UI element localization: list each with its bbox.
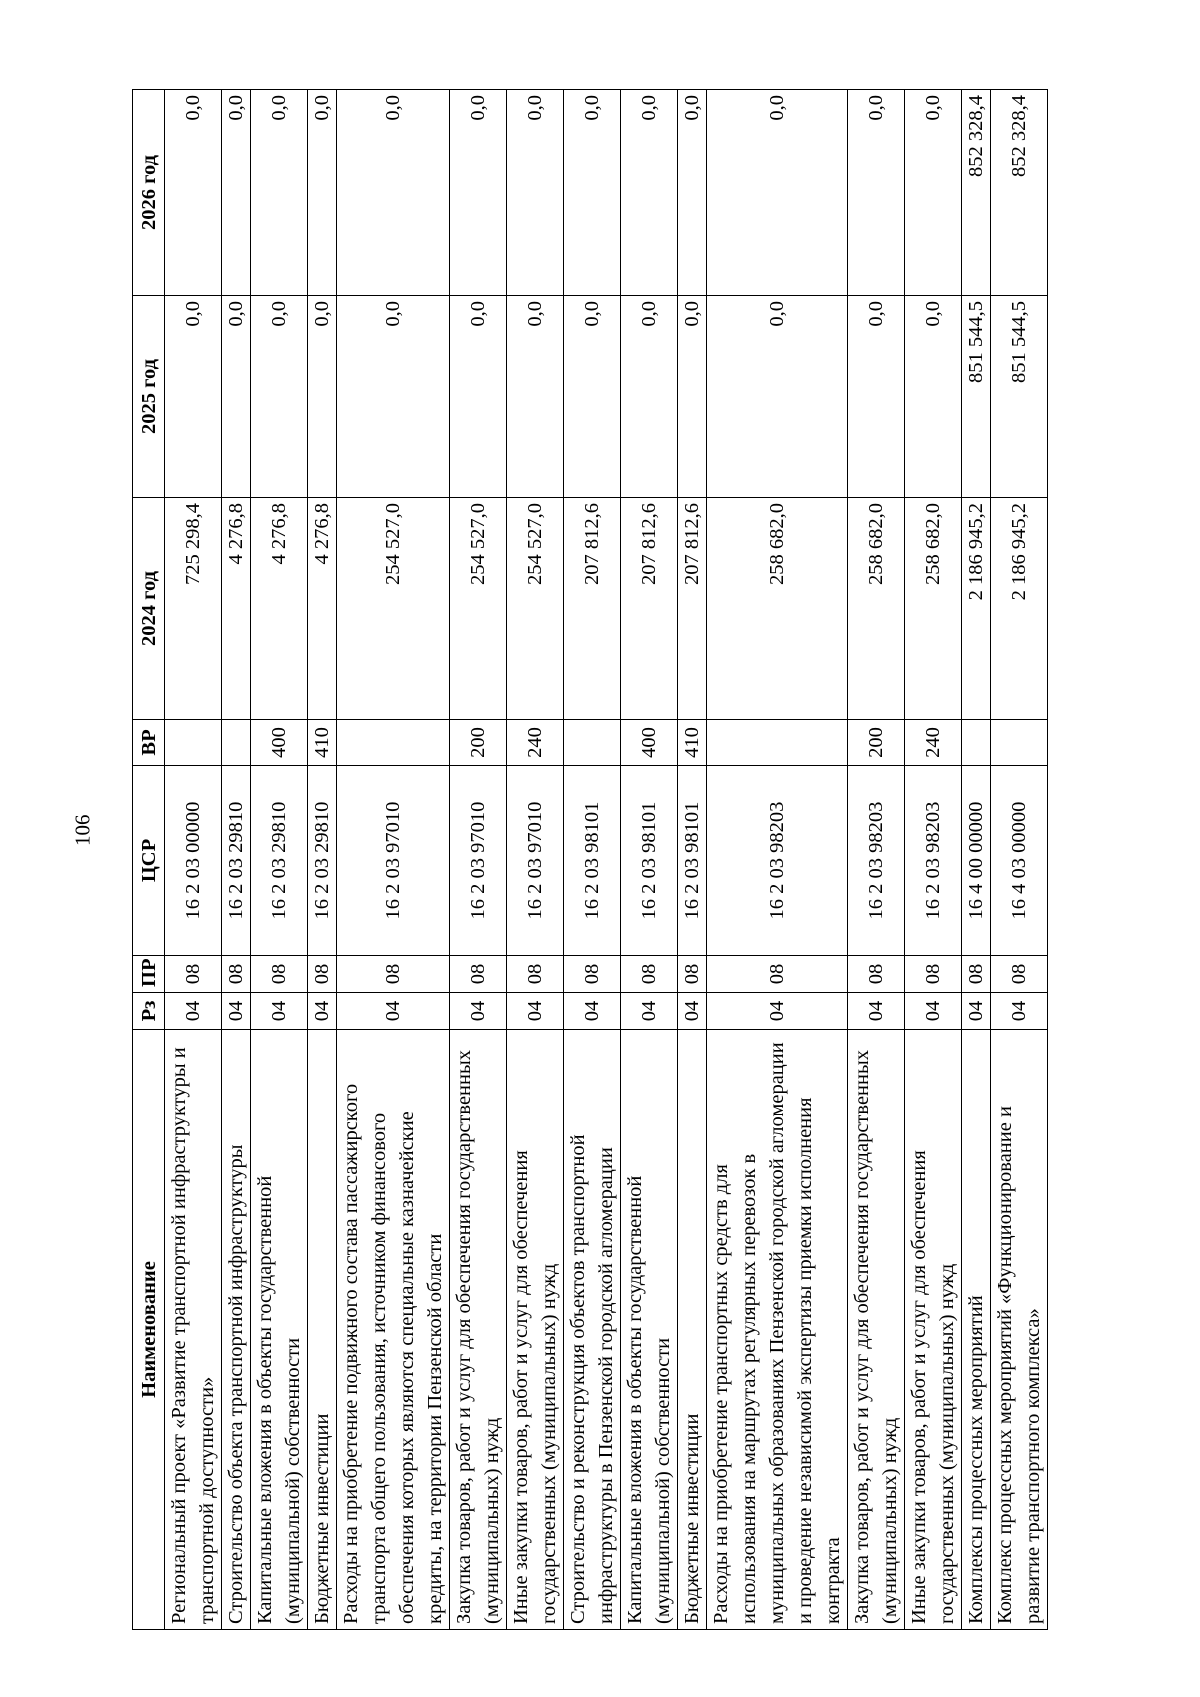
cell-2026: 0,0 bbox=[222, 90, 251, 296]
cell-name: Расходы на приобретение транспортных средств для использования на маршрутах регулярных перевозок в муниципальных образованиях Пензенской городской агломерации и проведение независимой экспертизы приемки исполнения контракта bbox=[707, 1030, 848, 1630]
cell-2025: 0,0 bbox=[450, 296, 507, 498]
cell-csr: 16 4 03 00000 bbox=[991, 766, 1048, 956]
cell-csr: 16 2 03 98101 bbox=[621, 766, 678, 956]
cell-vr bbox=[165, 720, 222, 766]
cell-pr: 08 bbox=[251, 956, 308, 993]
cell-2025: 0,0 bbox=[707, 296, 848, 498]
cell-2025: 0,0 bbox=[165, 296, 222, 498]
cell-2026: 0,0 bbox=[905, 90, 962, 296]
cell-2026: 0,0 bbox=[564, 90, 621, 296]
cell-vr: 240 bbox=[507, 720, 564, 766]
cell-rz: 04 bbox=[707, 993, 848, 1030]
cell-2024: 4 276,8 bbox=[308, 498, 337, 720]
cell-name: Закупка товаров, работ и услуг для обеспечения государственных (муниципальных) нужд bbox=[848, 1030, 905, 1630]
cell-2024: 254 527,0 bbox=[450, 498, 507, 720]
cell-pr: 08 bbox=[621, 956, 678, 993]
cell-csr: 16 2 03 29810 bbox=[222, 766, 251, 956]
cell-2024: 207 812,6 bbox=[621, 498, 678, 720]
table-row bbox=[905, 90, 962, 1630]
cell-name: Бюджетные инвестиции bbox=[308, 1030, 337, 1630]
budget-table bbox=[132, 89, 1048, 1630]
cell-csr: 16 4 00 00000 bbox=[962, 766, 991, 956]
cell-name: Строительство объекта транспортной инфраструктуры bbox=[222, 1030, 251, 1630]
table-header-row bbox=[133, 90, 165, 1630]
cell-vr: 410 bbox=[678, 720, 707, 766]
table-row bbox=[991, 90, 1048, 1630]
cell-vr: 200 bbox=[450, 720, 507, 766]
table-row bbox=[450, 90, 507, 1630]
cell-rz: 04 bbox=[450, 993, 507, 1030]
table-row bbox=[251, 90, 308, 1630]
cell-2024: 2 186 945,2 bbox=[962, 498, 991, 720]
cell-name: Региональный проект «Развитие транспортной инфраструктуры и транспортной доступности» bbox=[165, 1030, 222, 1630]
cell-name: Капитальные вложения в объекты государственной (муниципальной) собственности bbox=[251, 1030, 308, 1630]
cell-pr: 08 bbox=[991, 956, 1048, 993]
cell-vr: 200 bbox=[848, 720, 905, 766]
cell-rz: 04 bbox=[251, 993, 308, 1030]
cell-2024: 258 682,0 bbox=[707, 498, 848, 720]
table-row bbox=[848, 90, 905, 1630]
cell-2026: 0,0 bbox=[165, 90, 222, 296]
cell-pr: 08 bbox=[905, 956, 962, 993]
cell-2025: 0,0 bbox=[848, 296, 905, 498]
cell-2026: 0,0 bbox=[848, 90, 905, 296]
header-csr: ЦСР bbox=[133, 766, 165, 956]
cell-vr bbox=[707, 720, 848, 766]
cell-vr: 410 bbox=[308, 720, 337, 766]
cell-rz: 04 bbox=[678, 993, 707, 1030]
header-2026: 2026 год bbox=[133, 90, 165, 296]
header-2024: 2024 год bbox=[133, 498, 165, 720]
budget-table-rotated bbox=[132, 90, 1042, 1630]
cell-2025: 0,0 bbox=[308, 296, 337, 498]
cell-2024: 254 527,0 bbox=[337, 498, 450, 720]
header-rz: Рз bbox=[133, 993, 165, 1030]
cell-2026: 0,0 bbox=[450, 90, 507, 296]
cell-rz: 04 bbox=[991, 993, 1048, 1030]
header-2025: 2025 год bbox=[133, 296, 165, 498]
cell-pr: 08 bbox=[222, 956, 251, 993]
cell-2025: 0,0 bbox=[564, 296, 621, 498]
header-vr: ВР bbox=[133, 720, 165, 766]
cell-2025: 851 544,5 bbox=[962, 296, 991, 498]
cell-2024: 4 276,8 bbox=[222, 498, 251, 720]
cell-pr: 08 bbox=[308, 956, 337, 993]
cell-vr bbox=[962, 720, 991, 766]
cell-rz: 04 bbox=[507, 993, 564, 1030]
cell-vr: 400 bbox=[251, 720, 308, 766]
cell-2024: 2 186 945,2 bbox=[991, 498, 1048, 720]
cell-2025: 0,0 bbox=[621, 296, 678, 498]
cell-name: Закупка товаров, работ и услуг для обеспечения государственных (муниципальных) нужд bbox=[450, 1030, 507, 1630]
cell-rz: 04 bbox=[165, 993, 222, 1030]
cell-vr bbox=[222, 720, 251, 766]
page-number: 106 bbox=[70, 814, 95, 846]
cell-rz: 04 bbox=[337, 993, 450, 1030]
cell-2024: 258 682,0 bbox=[848, 498, 905, 720]
cell-2024: 725 298,4 bbox=[165, 498, 222, 720]
cell-pr: 08 bbox=[337, 956, 450, 993]
cell-rz: 04 bbox=[621, 993, 678, 1030]
cell-vr: 400 bbox=[621, 720, 678, 766]
cell-pr: 08 bbox=[165, 956, 222, 993]
cell-pr: 08 bbox=[678, 956, 707, 993]
cell-pr: 08 bbox=[450, 956, 507, 993]
table-row bbox=[337, 90, 450, 1630]
cell-2025: 0,0 bbox=[222, 296, 251, 498]
cell-2026: 0,0 bbox=[707, 90, 848, 296]
cell-vr: 240 bbox=[905, 720, 962, 766]
cell-pr: 08 bbox=[707, 956, 848, 993]
table-row bbox=[962, 90, 991, 1630]
cell-pr: 08 bbox=[507, 956, 564, 993]
header-pr: ПР bbox=[133, 956, 165, 993]
cell-vr bbox=[991, 720, 1048, 766]
cell-2026: 852 328,4 bbox=[991, 90, 1048, 296]
cell-rz: 04 bbox=[848, 993, 905, 1030]
cell-pr: 08 bbox=[848, 956, 905, 993]
table-row bbox=[507, 90, 564, 1630]
cell-vr bbox=[564, 720, 621, 766]
cell-csr: 16 2 03 98203 bbox=[848, 766, 905, 956]
cell-csr: 16 2 03 98203 bbox=[905, 766, 962, 956]
table-row bbox=[621, 90, 678, 1630]
cell-2024: 4 276,8 bbox=[251, 498, 308, 720]
cell-2024: 207 812,6 bbox=[678, 498, 707, 720]
table-row bbox=[678, 90, 707, 1630]
cell-2025: 0,0 bbox=[678, 296, 707, 498]
table-row bbox=[707, 90, 848, 1630]
cell-csr: 16 2 03 98101 bbox=[678, 766, 707, 956]
cell-rz: 04 bbox=[962, 993, 991, 1030]
cell-2025: 0,0 bbox=[507, 296, 564, 498]
table-row bbox=[564, 90, 621, 1630]
cell-2025: 851 544,5 bbox=[991, 296, 1048, 498]
cell-2026: 0,0 bbox=[507, 90, 564, 296]
cell-2026: 852 328,4 bbox=[962, 90, 991, 296]
cell-rz: 04 bbox=[564, 993, 621, 1030]
table-row bbox=[165, 90, 222, 1630]
cell-name: Строительство и реконструкция объектов транспортной инфраструктуры в Пензенской городской агломерации bbox=[564, 1030, 621, 1630]
cell-rz: 04 bbox=[222, 993, 251, 1030]
cell-2026: 0,0 bbox=[678, 90, 707, 296]
cell-csr: 16 2 03 29810 bbox=[308, 766, 337, 956]
cell-csr: 16 2 03 97010 bbox=[337, 766, 450, 956]
cell-csr: 16 2 03 98101 bbox=[564, 766, 621, 956]
cell-name: Иные закупки товаров, работ и услуг для обеспечения государственных (муниципальных) нужд bbox=[905, 1030, 962, 1630]
cell-name: Бюджетные инвестиции bbox=[678, 1030, 707, 1630]
cell-2024: 207 812,6 bbox=[564, 498, 621, 720]
cell-csr: 16 2 03 00000 bbox=[165, 766, 222, 956]
cell-name: Иные закупки товаров, работ и услуг для обеспечения государственных (муниципальных) нужд bbox=[507, 1030, 564, 1630]
cell-rz: 04 bbox=[905, 993, 962, 1030]
cell-2024: 254 527,0 bbox=[507, 498, 564, 720]
table-row bbox=[308, 90, 337, 1630]
cell-vr bbox=[337, 720, 450, 766]
cell-2025: 0,0 bbox=[251, 296, 308, 498]
cell-pr: 08 bbox=[962, 956, 991, 993]
cell-name: Комплексы процессных мероприятий bbox=[962, 1030, 991, 1630]
cell-2025: 0,0 bbox=[905, 296, 962, 498]
cell-2024: 258 682,0 bbox=[905, 498, 962, 720]
cell-2026: 0,0 bbox=[308, 90, 337, 296]
cell-2026: 0,0 bbox=[251, 90, 308, 296]
cell-pr: 08 bbox=[564, 956, 621, 993]
cell-csr: 16 2 03 97010 bbox=[450, 766, 507, 956]
cell-2026: 0,0 bbox=[337, 90, 450, 296]
table-row bbox=[222, 90, 251, 1630]
cell-name: Расходы на приобретение подвижного состава пассажирского транспорта общего пользования, источником финансового обеспечения которых являются специальные казначейские кредиты, на территории Пензенской области bbox=[337, 1030, 450, 1630]
cell-rz: 04 bbox=[308, 993, 337, 1030]
cell-2026: 0,0 bbox=[621, 90, 678, 296]
cell-name: Капитальные вложения в объекты государственной (муниципальной) собственности bbox=[621, 1030, 678, 1630]
cell-csr: 16 2 03 97010 bbox=[507, 766, 564, 956]
cell-csr: 16 2 03 98203 bbox=[707, 766, 848, 956]
cell-name: Комплекс процессных мероприятий «Функционирование и развитие транспортного комплекса» bbox=[991, 1030, 1048, 1630]
cell-csr: 16 2 03 29810 bbox=[251, 766, 308, 956]
cell-2025: 0,0 bbox=[337, 296, 450, 498]
header-name: Наименование bbox=[133, 1030, 165, 1630]
